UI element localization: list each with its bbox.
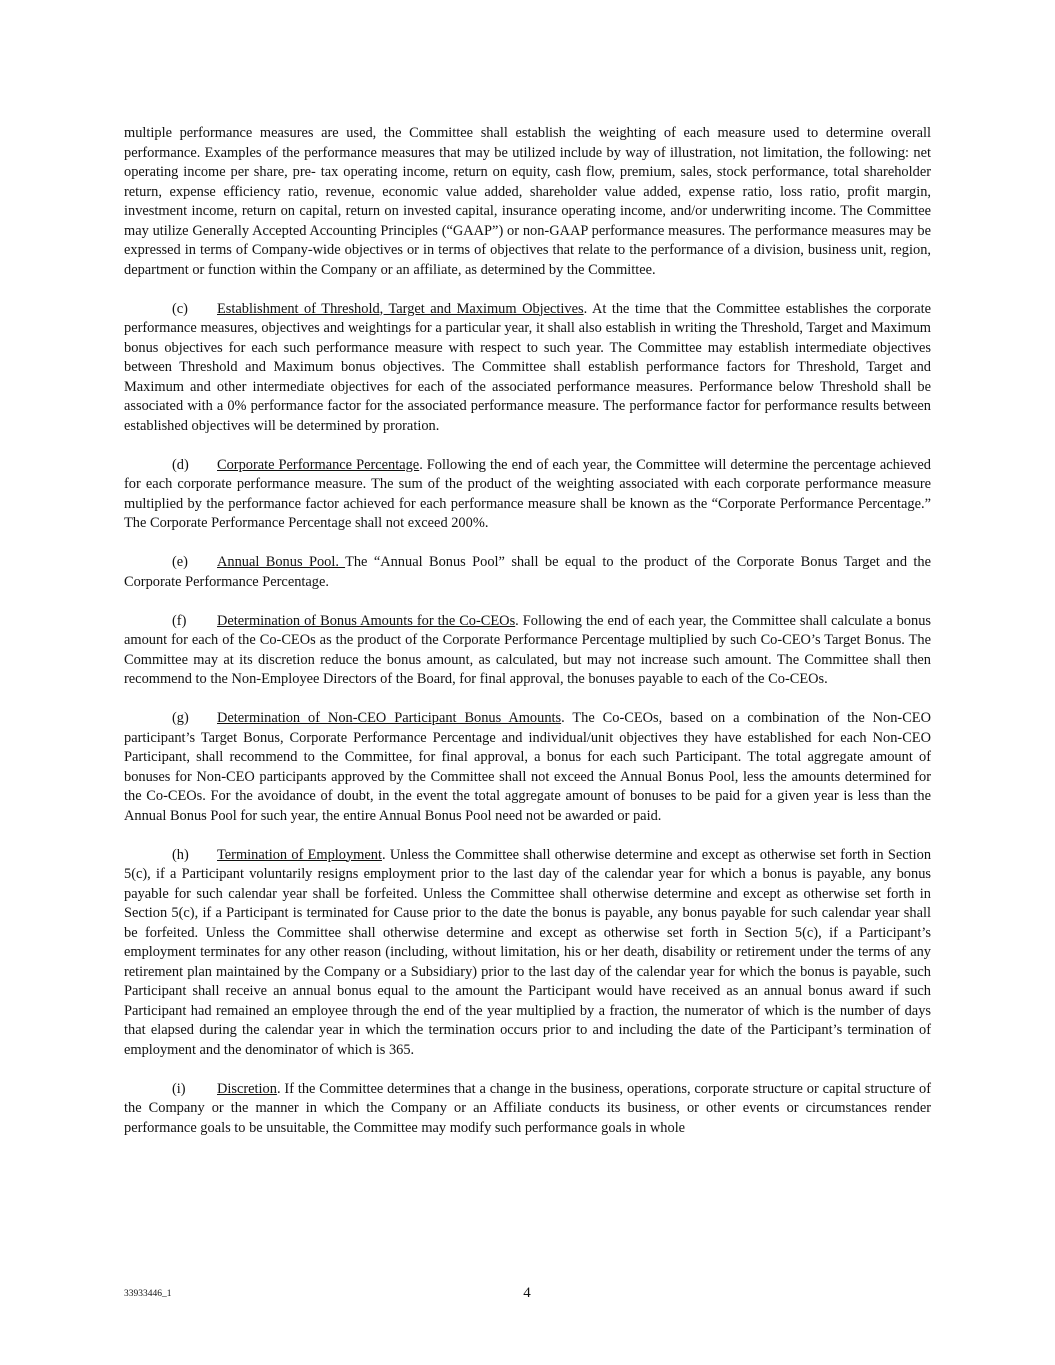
section-heading: Corporate Performance Percentage — [217, 456, 420, 473]
section-h-paragraph — [124, 846, 931, 1061]
section-label: (h) — [172, 846, 189, 863]
heading-punctuation: . — [276, 1080, 281, 1097]
section-text: Following the end of each year, the Committee shall calculate a bonus amount for each of the Co-CEOs as the product of the Corporate Performance Percentage multiplied by such Co-CEO’s Target Bonus. The Committee may at its discretion reduce the bonus amount, as calculated, but may not increase such amount. The Committee shall then recommend to the Non-Employee Directors of the Board, for final approval, the bonuses payable to each of the Co-CEOs. — [124, 612, 931, 687]
section-label: (e) — [172, 554, 188, 570]
section-f-paragraph — [124, 612, 931, 690]
heading-punctuation: . — [419, 456, 423, 473]
section-c-paragraph — [124, 300, 931, 437]
intro-paragraph: multiple performance measures are used, the Committee shall establish the weighting of each measure used to determine overall performance. Examples of the performance measures that may be utilized include by way of illustration, not limitation, the following: net operating income per share, pre- tax operating income, return on equity, cash flow, premium, sales, stock performance, total shareholder return, expense efficiency ratio, revenue, economic value added, shareholder value added, expense ratio, loss ratio, profit margin, investment income, return on capital, return on invested capital, insurance operating income, and/or underwriting income. The Committee may utilize Generally Accepted Accounting Principles (“GAAP”) or non-GAAP performance measures. The performance measures may be expressed in terms of Company-wide objectives or in terms of objectives that relate to the performance of a division, business unit, region, department or function within the Company or an affiliate, as determined by the Committee. — [124, 125, 931, 278]
section-label: (i) — [172, 1080, 186, 1097]
section-heading: Termination of Employment — [217, 846, 382, 863]
document-id: 33933446_1 — [124, 1289, 172, 1299]
page-number: 4 — [523, 1285, 531, 1301]
section-heading: Determination of Non-CEO Participant Bonus Amounts — [217, 710, 562, 726]
section-text: At the time that the Committee establishes the corporate performance measures, objectives and weightings for a particular year, it shall also establish in writing the Threshold, Target and Maximum bonus objectives for each such performance measure with respect to such year. The Committee may establish intermediate objectives between Threshold and Maximum bonus objectives. The Committee shall establish performance factors for Threshold, Target and Maximum and other intermediate objectives for each of the associated performance measures. Performance below Threshold shall be associated with a 0% performance factor for the associated performance measure. The performance factor for performance results between established objectives will be determined by proration. — [124, 300, 931, 434]
section-heading: Discretion — [217, 1080, 277, 1097]
document-body — [124, 124, 931, 1158]
section-text: The “Annual Bonus Pool” shall be equal to the product of the Corporate Bonus Target and the Corporate Performance Percentage. — [124, 554, 931, 590]
section-text: The Co-CEOs, based on a combination of the Non-CEO participant’s Target Bonus, Corporate Performance Percentage and individual/unit objectives they have established for each Non-CEO Participant, shall recommend to the Committee, for final approval, a bonus for each such Participant. The total aggregate amount of bonuses for Non-CEO participants approved by the Committee shall not exceed the Annual Bonus Pool, less the amounts determined for the Co-CEOs. For the avoidance of doubt, in the event the total aggregate amount of bonuses to be paid for a given year is less than the Annual Bonus Pool for such year, the entire Annual Bonus Pool need not be awarded or paid. — [124, 710, 931, 824]
section-heading: Determination of Bonus Amounts for the Co-CEOs — [217, 612, 516, 629]
heading-punctuation: . — [561, 710, 565, 726]
heading-punctuation: . — [515, 612, 519, 629]
section-label: (d) — [172, 456, 189, 473]
heading-punctuation: . — [583, 300, 588, 317]
section-i-paragraph — [124, 1080, 931, 1139]
section-text: If the Committee determines that a change in the business, operations, corporate structure or capital structure of the Company or the manner in which the Company or an Affiliate conducts its business, or other events or circumstances render performance goals to be unsuitable, the Committee may modify such performance goals in whole — [124, 1080, 931, 1136]
section-heading: Annual Bonus Pool. — [217, 554, 346, 570]
section-label: (g) — [172, 710, 189, 726]
section-text: Following the end of each year, the Committee will determine the percentage achieved for each corporate performance measure. The sum of the product of the weighting associated with each corporate performance measure multiplied by the performance factor achieved for each performance measure shall be known as the “Corporate Performance Percentage.” The Corporate Performance Percentage shall not exceed 200%. — [124, 456, 931, 531]
section-d-paragraph — [124, 456, 931, 534]
section-g-paragraph — [124, 709, 931, 826]
section-heading: Establishment of Threshold, Target and Maximum Objectives — [217, 300, 584, 317]
heading-punctuation: . — [381, 846, 386, 863]
section-text: Unless the Committee shall otherwise determine and except as otherwise set forth in Section 5(c), if a Participant voluntarily resigns employment prior to the last day of the calendar year for which a bonus is payable, any bonus payable for such calendar year shall be forfeited. Unless the Committee shall otherwise determine and except as otherwise set forth in Section 5(c), if a Participant is terminated for Cause prior to the date the bonus is payable, any bonus payable for such calendar year shall be forfeited. Unless the Committee shall otherwise determine and except as otherwise set forth in Section 5(c), if a Participant’s employment terminates for any other reason (including, without limitation, his or her death, disability or retirement under the terms of any retirement plan maintained by the Company or a Subsidiary) prior to the last day of the calendar year for which the bonus is payable, such Participant shall receive an annual bonus equal to the amount the Participant would have received as an annual bonus award if such Participant had remained an employee through the end of the year multiplied by a fraction, the numerator of which is the number of days that elapsed during the calendar year in which the termination occurs prior to and including the date of the Participant’s termination of employment and the denominator of which is 365. — [124, 846, 932, 1058]
section-e-paragraph — [124, 553, 931, 592]
section-label: (f) — [172, 612, 187, 629]
section-label: (c) — [172, 300, 188, 317]
